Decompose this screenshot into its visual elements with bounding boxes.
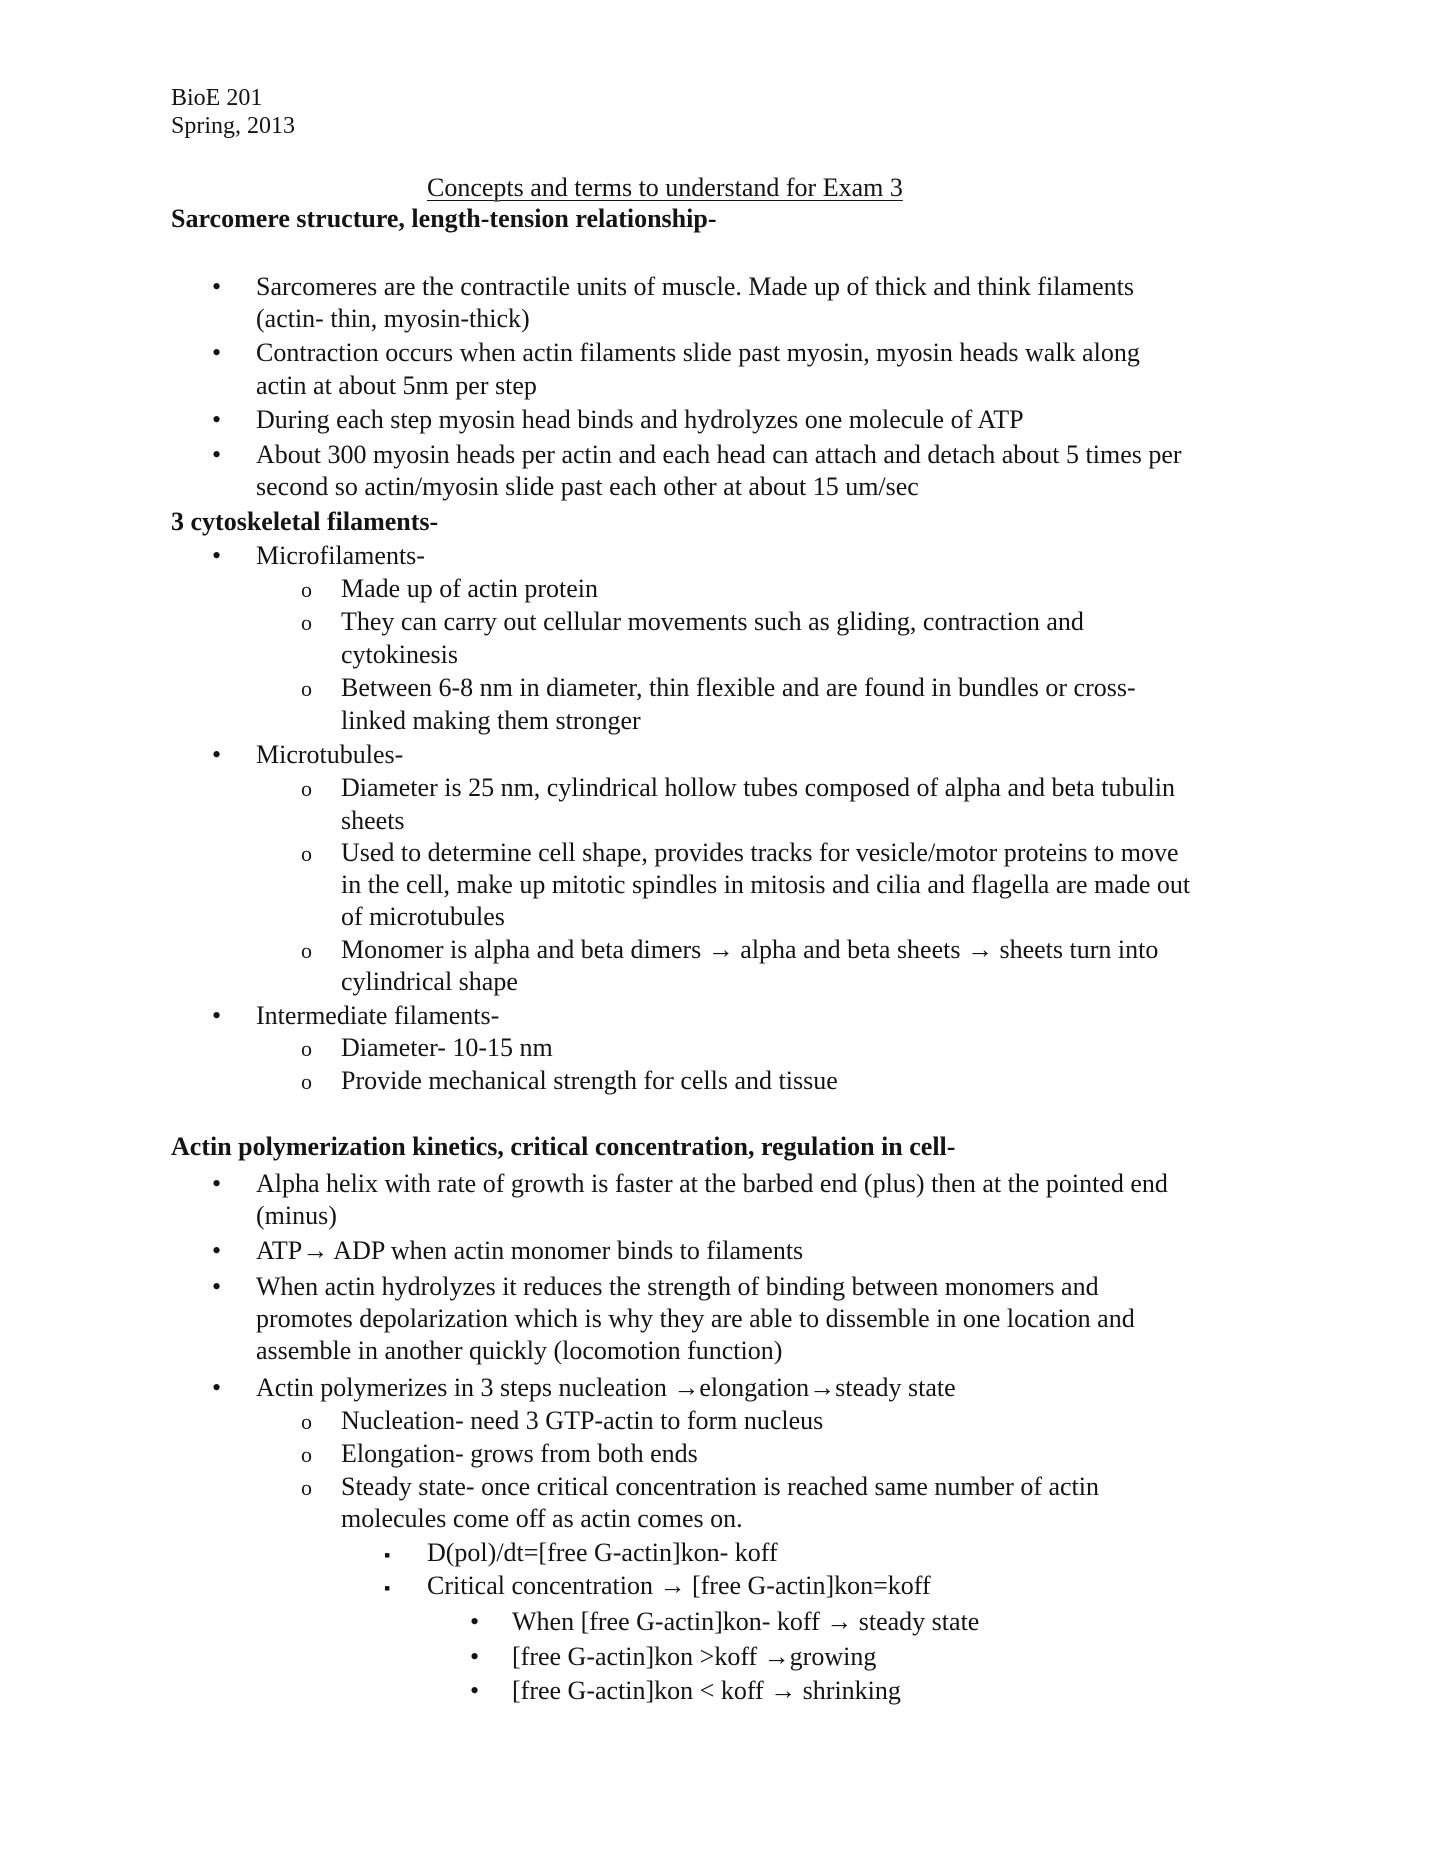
list-item: Sarcomeres are the contractile units of muscle. Made up of thick and think filaments (256, 272, 1134, 301)
list-item: When actin hydrolyzes it reduces the strength of binding between monomers and (256, 1272, 1099, 1301)
level4-list-item: When [free G-actin]kon- koff → steady state (512, 1607, 980, 1636)
bullet-marker: • (212, 338, 222, 367)
sub-list-item-continuation: cytokinesis (341, 640, 458, 669)
sub-list-item: Made up of actin protein (341, 574, 599, 603)
document-title: Concepts and terms to understand for Exam 3 (427, 173, 903, 202)
sub-list-item-continuation: of microtubules (341, 902, 505, 931)
list-item: Microfilaments- (256, 541, 425, 570)
circle-bullet-marker: o (301, 776, 312, 801)
list-item: About 300 myosin heads per actin and each head can attach and detach about 5 times per (256, 440, 1182, 469)
sub-list-item-continuation: sheets (341, 806, 405, 835)
sub-list-item-continuation: in the cell, make up mitotic spindles in mitosis and cilia and flagella are made out (341, 870, 1191, 899)
bullet-marker: • (212, 1001, 222, 1030)
sub-list-item-continuation: cylindrical shape (341, 967, 518, 996)
sub-list-item-continuation: molecules come off as actin comes on. (341, 1504, 743, 1533)
square-bullet-marker: ▪ (384, 1545, 391, 1565)
list-item: ATP→ ADP when actin monomer binds to filaments (256, 1236, 804, 1265)
list-item-continuation: assemble in another quickly (locomotion function) (256, 1336, 783, 1365)
bullet-marker: • (212, 740, 222, 769)
term-label: Spring, 2013 (171, 113, 296, 139)
circle-bullet-marker: o (301, 1409, 312, 1434)
square-bullet-marker: ▪ (384, 1578, 391, 1598)
bullet-marker: • (212, 1373, 222, 1402)
sub-list-item: Monomer is alpha and beta dimers → alpha and beta sheets → sheets turn into (341, 935, 1159, 964)
level4-list-item: [free G-actin]kon >koff →growing (512, 1642, 877, 1671)
list-item-continuation: (minus) (256, 1201, 337, 1230)
list-item: Intermediate filaments- (256, 1001, 500, 1030)
sub-list-item: Diameter is 25 nm, cylindrical hollow tubes composed of alpha and beta tubulin (341, 773, 1175, 802)
sub-sub-list-item: D(pol)/dt=[free G-actin]kon- koff (427, 1538, 778, 1567)
sub-list-item: Diameter- 10-15 nm (341, 1033, 553, 1062)
bullet-marker: • (212, 1169, 222, 1198)
circle-bullet-marker: o (301, 577, 312, 602)
sub-list-item-continuation: linked making them stronger (341, 706, 641, 735)
circle-bullet-marker: o (301, 841, 312, 866)
sub-sub-list-item: Critical concentration → [free G-actin]kon=koff (427, 1571, 931, 1600)
section-heading-sarcomere: Sarcomere structure, length-tension relationship- (171, 204, 717, 233)
sub-list-item: Steady state- once critical concentration is reached same number of actin (341, 1472, 1099, 1501)
list-item-continuation: second so actin/myosin slide past each other at about 15 um/sec (256, 472, 919, 501)
section-heading-cytoskeletal: 3 cytoskeletal filaments- (171, 507, 439, 536)
bullet-marker: • (212, 440, 222, 469)
list-item: Actin polymerizes in 3 steps nucleation →elongation→steady state (256, 1373, 956, 1402)
circle-bullet-marker: o (301, 1475, 312, 1500)
circle-bullet-marker: o (301, 938, 312, 963)
sub-list-item: Provide mechanical strength for cells and tissue (341, 1066, 838, 1095)
sub-list-item: Between 6-8 nm in diameter, thin flexible and are found in bundles or cross- (341, 673, 1136, 702)
bullet-marker: • (470, 1676, 480, 1705)
bullet-marker: • (470, 1642, 480, 1671)
list-item-continuation: (actin- thin, myosin-thick) (256, 304, 530, 333)
circle-bullet-marker: o (301, 676, 312, 701)
sub-list-item: Elongation- grows from both ends (341, 1439, 698, 1468)
level4-list-item: [free G-actin]kon < koff → shrinking (512, 1676, 901, 1705)
list-item: Contraction occurs when actin filaments slide past myosin, myosin heads walk along (256, 338, 1140, 367)
sub-list-item: Nucleation- need 3 GTP-actin to form nucleus (341, 1406, 824, 1435)
circle-bullet-marker: o (301, 1442, 312, 1467)
list-item: Microtubules- (256, 740, 404, 769)
list-item: During each step myosin head binds and hydrolyzes one molecule of ATP (256, 405, 1024, 434)
section-heading-actin: Actin polymerization kinetics, critical concentration, regulation in cell- (171, 1132, 956, 1161)
list-item-continuation: actin at about 5nm per step (256, 371, 537, 400)
bullet-marker: • (470, 1607, 480, 1636)
sub-list-item: They can carry out cellular movements such as gliding, contraction and (341, 607, 1084, 636)
bullet-marker: • (212, 1236, 222, 1265)
circle-bullet-marker: o (301, 610, 312, 635)
circle-bullet-marker: o (301, 1036, 312, 1061)
bullet-marker: • (212, 541, 222, 570)
sub-list-item: Used to determine cell shape, provides tracks for vesicle/motor proteins to move (341, 838, 1179, 867)
bullet-marker: • (212, 272, 222, 301)
list-item-continuation: promotes depolarization which is why they are able to dissemble in one location and (256, 1304, 1135, 1333)
bullet-marker: • (212, 405, 222, 434)
course-label: BioE 201 (171, 85, 263, 111)
list-item: Alpha helix with rate of growth is faster at the barbed end (plus) then at the pointed end (256, 1169, 1168, 1198)
bullet-marker: • (212, 1272, 222, 1301)
circle-bullet-marker: o (301, 1069, 312, 1094)
